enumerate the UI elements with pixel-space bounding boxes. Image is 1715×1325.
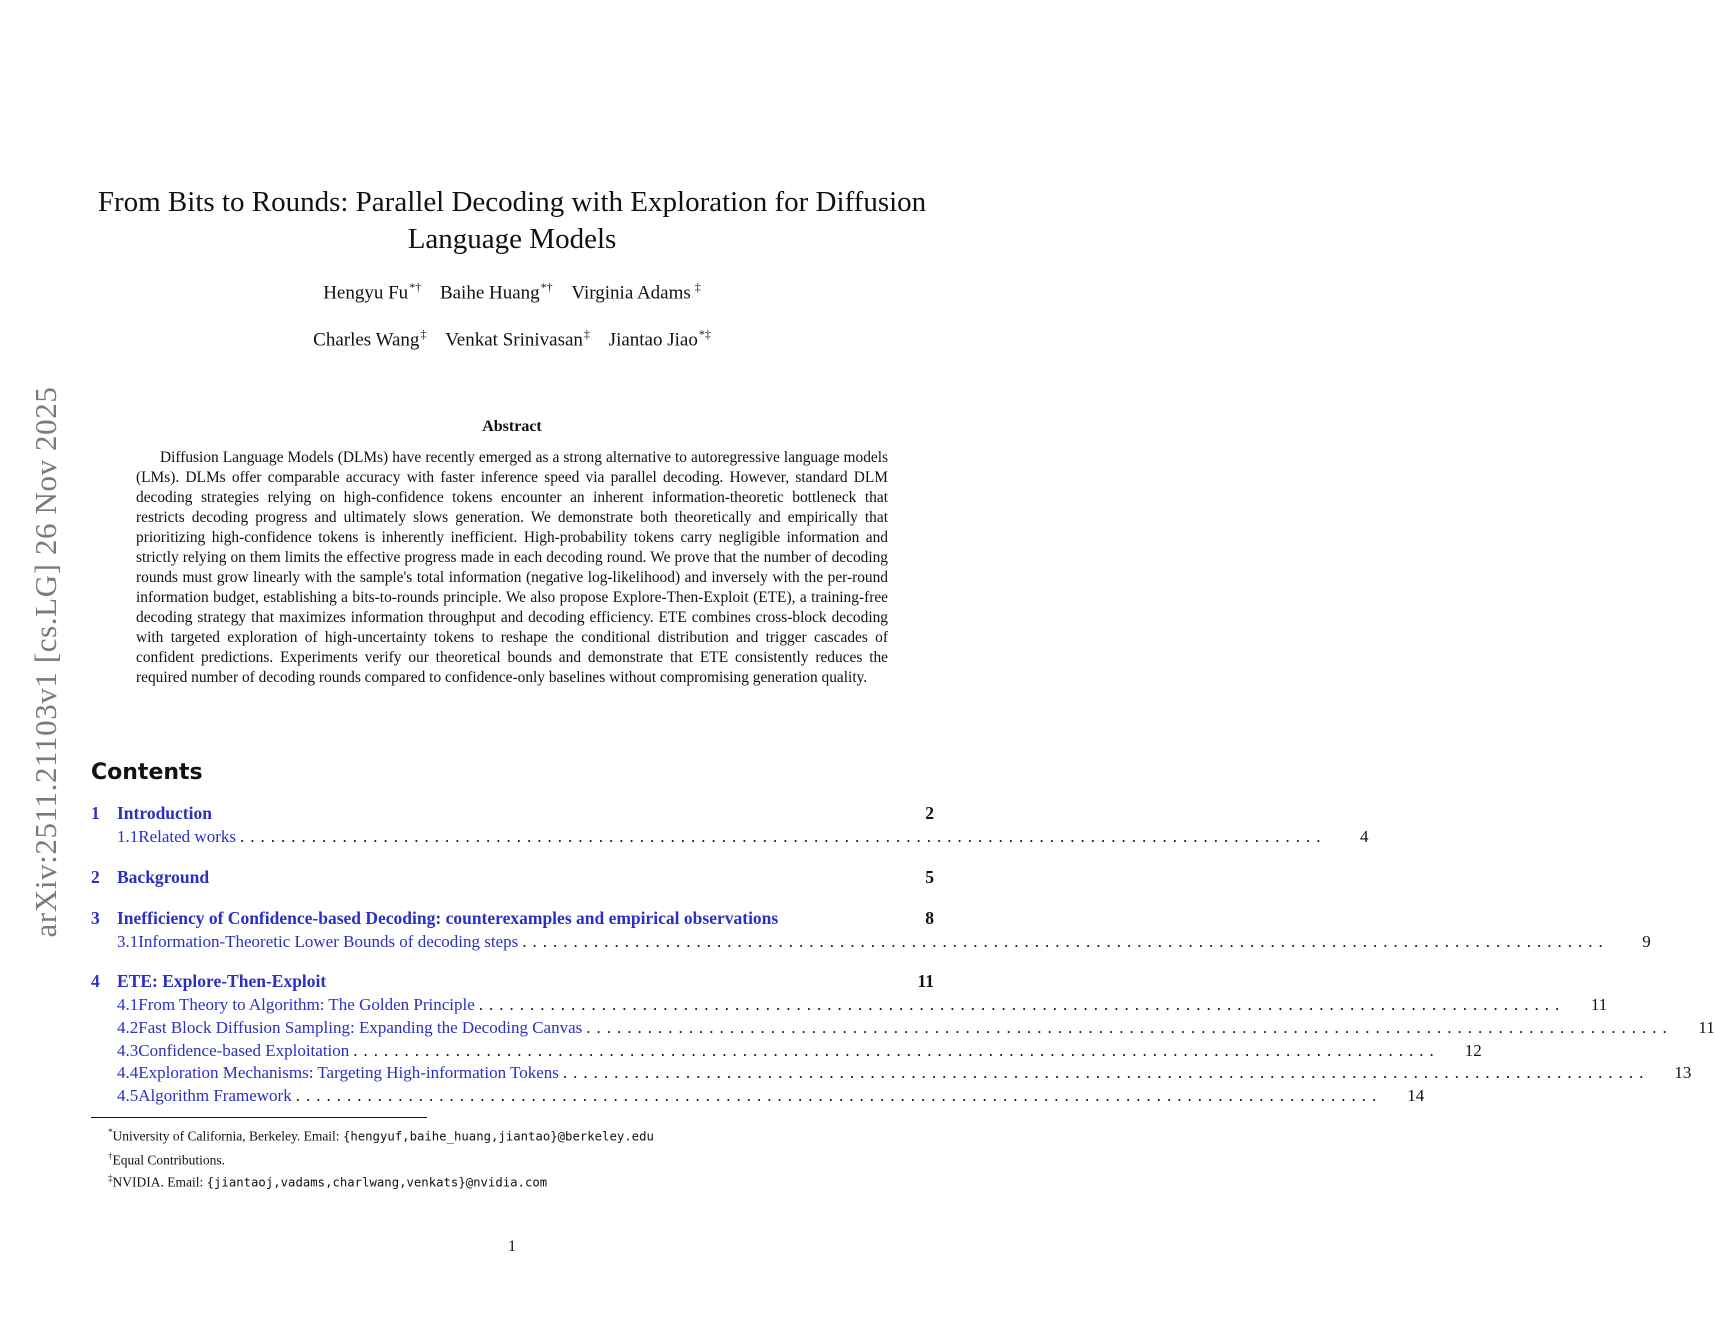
author: Jiantao Jiao*‡ (608, 327, 711, 351)
leader-dots: .......................................................................................................... (239, 827, 1327, 846)
toc-section-2[interactable]: 2 Background 5 (91, 866, 934, 887)
toc-link[interactable]: Exploration Mechanisms: Targeting High-information Tokens (138, 1063, 559, 1083)
toc-link[interactable]: Information-Theoretic Lower Bounds of decoding steps (138, 931, 519, 951)
leader-dots: .......................................................................................................... (295, 1086, 1383, 1106)
title-line-2: Language Models (407, 223, 617, 255)
table-of-contents (91, 803, 1715, 1109)
toc-link[interactable]: Inefficiency of Confidence-based Decoding: counterexamples and empirical observations (117, 907, 779, 928)
paper-title (80, 184, 944, 258)
toc-section-1[interactable]: 1 Introduction 2 (91, 803, 934, 823)
footnote-affiliation-nvidia: ‡NVIDIA. Email: {jiantaoj,vadams,charlwang,venkats}@nvidia.com (108, 1173, 548, 1190)
toc-subsection-1-1[interactable]: 1.1 Related works .......................................................................................................... 4 (117, 827, 1369, 846)
contents-heading: Contents (91, 760, 203, 785)
toc-subsection-3-1[interactable]: 3.1 Information-Theoretic Lower Bounds of decoding steps .......................................................................................................... 9 (117, 931, 1651, 951)
toc-subsection-4-3[interactable]: 4.3 Confidence-based Exploitation .......................................................................................................... 12 (117, 1040, 1482, 1060)
author: Virginia Adams ‡ (571, 280, 701, 304)
author: Charles Wang‡ (313, 327, 427, 351)
toc-link[interactable]: Fast Block Diffusion Sampling: Expanding the Decoding Canvas (138, 1018, 583, 1038)
leader-dots: .......................................................................................................... (586, 1018, 1673, 1038)
toc-link[interactable]: From Theory to Algorithm: The Golden Principle (138, 995, 475, 1015)
leader-dots: .......................................................................................................... (478, 995, 1566, 1015)
arxiv-stamp: arXiv:2511.21103v1 [cs.LG] 26 Nov 2025 (28, 386, 63, 938)
leader-dots: .......................................................................................................... (522, 931, 1609, 951)
author: Hengyu Fu*† (323, 280, 422, 304)
toc-link[interactable]: ETE: Explore-Then-Exploit (117, 971, 327, 992)
authors-row-2 (80, 327, 944, 351)
leader-dots: .......................................................................................................... (562, 1063, 1650, 1083)
toc-link[interactable]: Related works (138, 827, 236, 846)
title-line-1: From Bits to Rounds: Parallel Decoding with Exploration for Diffusion (97, 186, 927, 218)
toc-link[interactable]: Background (117, 866, 210, 887)
author: Baihe Huang*† (439, 280, 553, 304)
toc-subsection-4-1[interactable]: 4.1 From Theory to Algorithm: The Golden Principle .......................................................................................................... 11 (117, 995, 1608, 1015)
footnote-equal-contribution: †Equal Contributions. (108, 1150, 225, 1167)
author: Venkat Srinivasan‡ (445, 327, 590, 351)
abstract-heading: Abstract (482, 418, 542, 435)
toc-section-4[interactable]: 4 ETE: Explore-Then-Exploit 11 (91, 971, 934, 992)
toc-link[interactable]: Introduction (117, 803, 212, 823)
email-berkeley[interactable]: {hengyuf,baihe_huang,jiantao}@berkeley.edu (342, 1129, 654, 1144)
toc-link[interactable]: Algorithm Framework (138, 1086, 292, 1106)
page-number: 1 (508, 1238, 516, 1255)
toc-subsection-4-2[interactable]: 4.2 Fast Block Diffusion Sampling: Expanding the Decoding Canvas .......................................................................................................... 11 (117, 1018, 1715, 1038)
toc-subsection-4-5[interactable]: 4.5 Algorithm Framework .......................................................................................................... 14 (117, 1086, 1425, 1106)
leader-dots: .......................................................................................................... (353, 1040, 1440, 1060)
footnote-affiliation-berkeley: *University of California, Berkeley. Email: {hengyuf,baihe_huang,jiantao}@berkeley.edu (108, 1127, 654, 1144)
abstract-text: Diffusion Language Models (DLMs) have recently emerged as a strong alternative to autoregressive language models (LMs). DLMs offer comparable accuracy with faster inference speed via parallel decoding. However, standard DLM decoding strategies relying on high-confidence tokens encounter an inherent information-theoretic bottleneck that restricts decoding progress and ultimately slows generation. We demonstrate both theoretically and empirically that prioritizing high-confidence tokens is inherently inefficient. High-probability tokens carry negligible information and strictly relying on them limits the effective progress made in each decoding round. We prove that the number of decoding rounds must grow linearly with the sample's total information (negative log-likelihood) and inversely with the per-round information budget, establishing a bits-to-rounds principle. We also propose Explore-Then-Exploit (ETE), a training-free decoding strategy that maximizes information throughput and decoding efficiency. ETE combines cross-block decoding with targeted exploration of high-uncertainty tokens to reshape the conditional distribution and trigger cascades of confident predictions. Experiments verify our theoretical bounds and demonstrate that ETE consistently reduces the required number of decoding rounds compared to confidence-only baselines without compromising generation quality. (136, 449, 888, 686)
toc-subsection-4-4[interactable]: 4.4 Exploration Mechanisms: Targeting High-information Tokens .......................................................................................................... 13 (117, 1063, 1692, 1083)
footnote-rule (91, 1117, 427, 1118)
footnotes (108, 1123, 654, 1193)
toc-link[interactable]: Confidence-based Exploitation (138, 1040, 350, 1060)
toc-section-3[interactable]: 3 Inefficiency of Confidence-based Decoding: counterexamples and empirical observations 8 (91, 907, 934, 928)
authors-row-1 (80, 280, 944, 304)
email-nvidia[interactable]: {jiantaoj,vadams,charlwang,venkats}@nvidia.com (206, 1175, 548, 1190)
